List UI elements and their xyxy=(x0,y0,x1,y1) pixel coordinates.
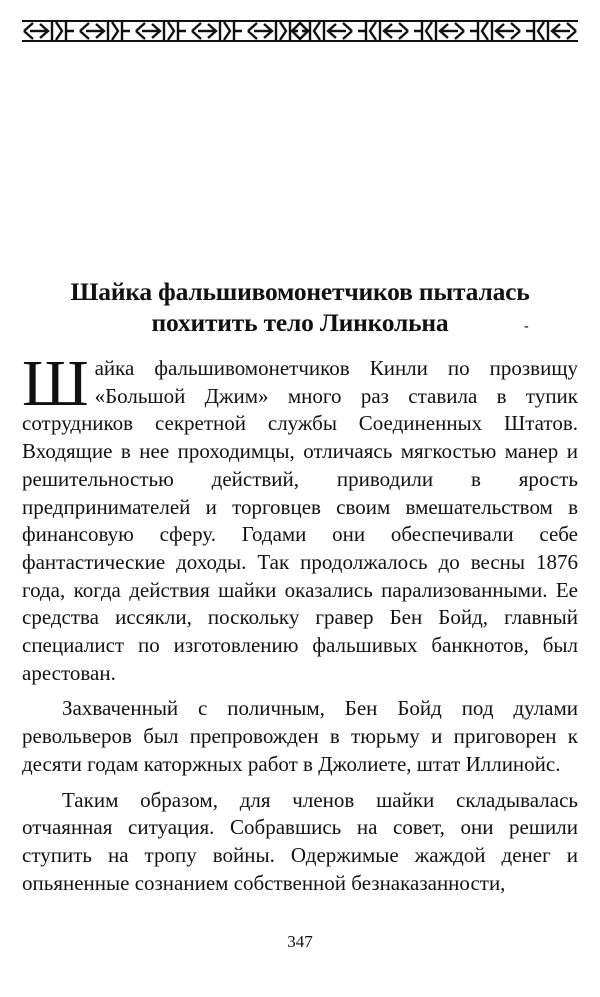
drop-cap: Ш xyxy=(22,347,89,420)
chapter-body xyxy=(22,347,578,897)
chapter-title-line-2: похитить тело Линкольна xyxy=(151,308,449,337)
paragraph-1 xyxy=(22,347,578,687)
title-mark: - xyxy=(524,319,529,334)
paragraph-2: Захваченный с поличным, Бен Бойд под дулами револьверов был препровожден в тюрьму и приговорен к десяти годам каторжных работ в Джолиете, штат Иллинойс. xyxy=(22,696,578,776)
paragraph-1-text: айка фальшивомонетчиков Кинли по прозвищу «Большой Джим» много раз ставила в тупик сотрудников секретной службы Соединенных Штатов. Входящие в нее проходимцы, отличаясь мягкостью манер и решительностью действий, приводили в ярость предпринимателей и торговцев своим вмешательством в финансовую сферу. Годами они обеспечивали себе фантастические доходы. Так продолжалось до весны 1876 года, когда действия шайки оказались парализованными. Ее средства иссякли, поскольку гравер Бен Бойд, главный специалист по изготовлению фальшивых банкнотов, был арестован. xyxy=(22,356,578,685)
chapter-title-line-1: Шайка фальшивомонетчиков пыталась xyxy=(70,277,530,306)
decorative-border-icon xyxy=(22,18,578,44)
chapter-title xyxy=(30,276,570,338)
page-number: 347 xyxy=(287,932,313,951)
paragraph-3: Таким образом, для членов шайки складывалась отчаянная ситуация. Собравшись на совет, они решили ступить на тропу войны. Одержимые жаждой денег и опьяненные сознанием собственной безнаказанности, xyxy=(22,787,578,895)
